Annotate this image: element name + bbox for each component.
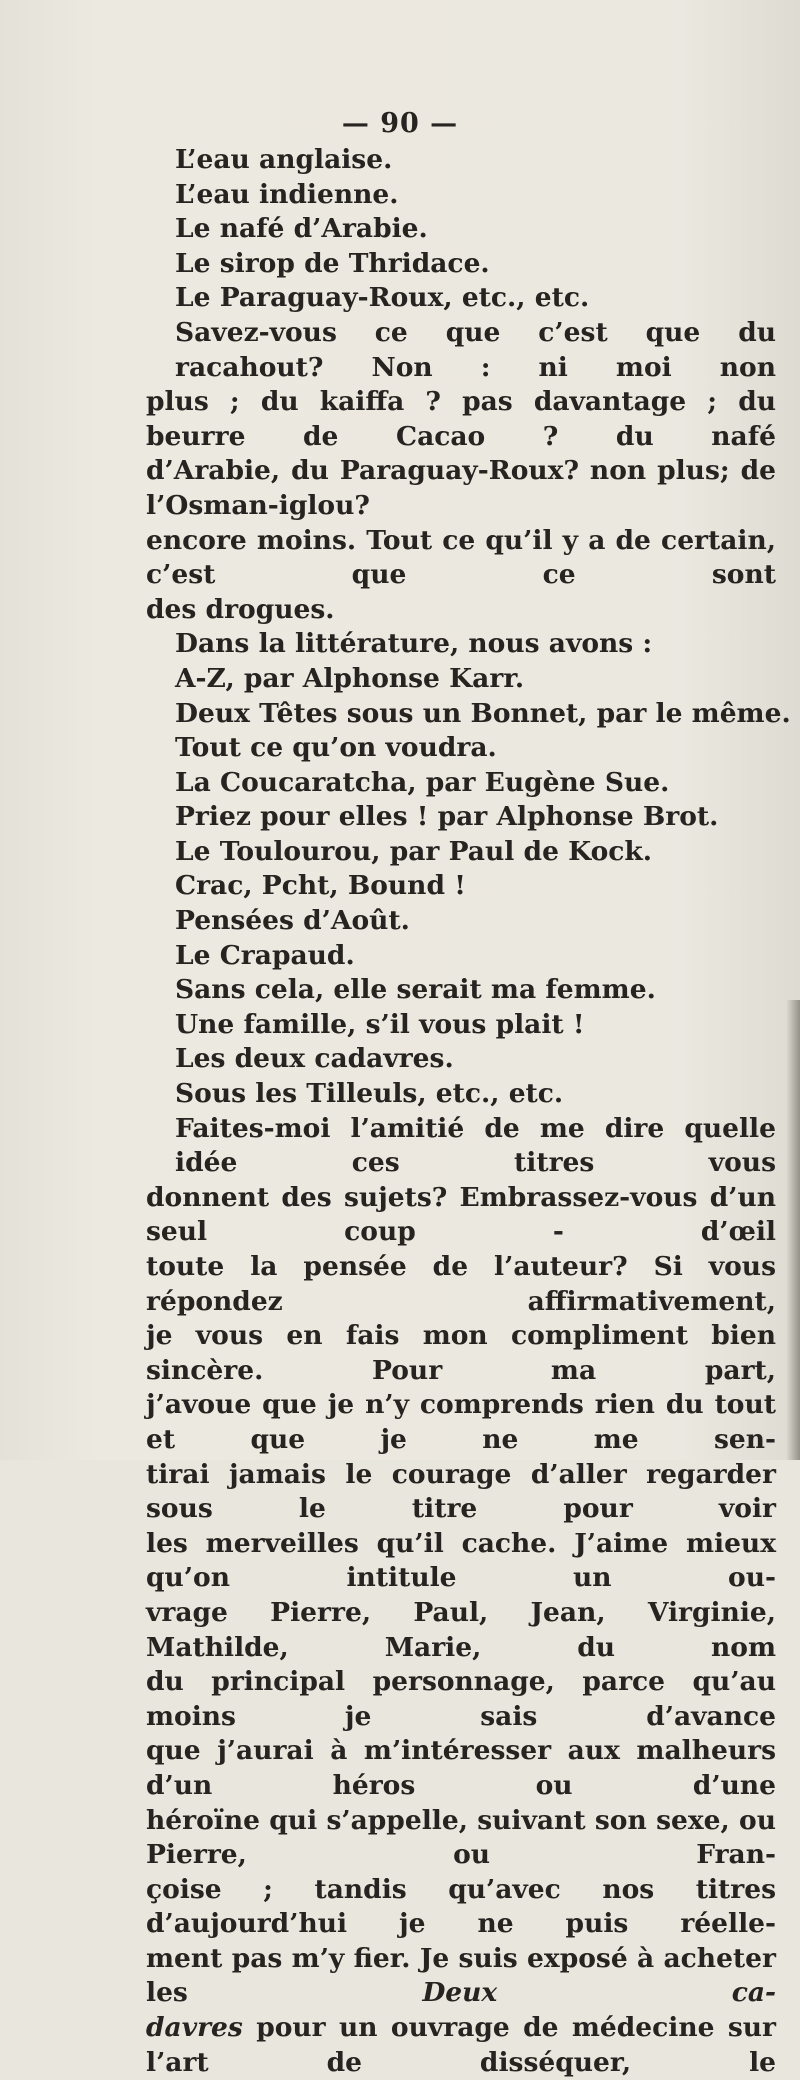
text-line <box>146 1942 776 2011</box>
text-line: que j’aurai à m’intéresser aux malheurs d’un héros ou d’une <box>146 1735 776 1801</box>
text-line: Priez pour elles ! par Alphonse Brot. <box>175 801 719 833</box>
text-line: Les deux cadavres. <box>175 1043 454 1075</box>
text-line: Sous les Tilleuls, etc., etc. <box>175 1078 564 1110</box>
text-line: des drogues. <box>146 593 335 625</box>
text-line: L’eau anglaise. <box>175 144 393 175</box>
text-line: tirai jamais le courage d’aller regarder sous le titre pour voir <box>146 1458 776 1525</box>
text-line: du principal personnage, parce qu’au moins je sais d’avance <box>146 1666 776 1732</box>
italic-title: Deux ca- <box>422 1977 776 2009</box>
text-line: Faites-moi l’amitié de me dire quelle idée ces titres vous <box>175 1112 776 1179</box>
page-edge-shadow <box>786 1000 800 1460</box>
text-line: Dans la littérature, nous avons : <box>175 628 653 660</box>
text-line: çoise ; tandis qu’avec nos titres d’aujourd’hui je ne puis réelle- <box>146 1873 776 1940</box>
page-number: — 90 — <box>341 108 459 139</box>
text-line: Le Toulourou, par Paul de Kock. <box>175 835 652 867</box>
text-line: Pensées d’Août. <box>175 905 410 937</box>
page-body <box>146 143 791 2080</box>
italic-title: davres <box>146 2012 243 2044</box>
text-line: Le Crapaud. <box>175 939 355 971</box>
text-segment: ment pas m’y fier. Je suis exposé à acheter les <box>146 1942 776 2009</box>
text-line: Deux Têtes sous un Bonnet, par le même. <box>175 697 791 729</box>
text-line: vrage Pierre, Paul, Jean, Virginie, Mathilde, Marie, du nom <box>146 1596 776 1663</box>
text-line: d’Arabie, du Paraguay-Roux? non plus; de l’Osman-iglou? <box>146 455 776 521</box>
text-line: A-Z, par Alphonse Karr. <box>175 662 525 694</box>
text-line: j’avoue que je n’y comprends rien du tout et que je ne me sen- <box>146 1389 776 1455</box>
text-line: encore moins. Tout ce qu’il y a de certain, c’est que ce sont <box>146 524 776 591</box>
text-line: Le Paraguay-Roux, etc., etc. <box>175 282 590 314</box>
text-line: toute la pensée de l’auteur? Si vous répondez affirmativement, <box>146 1251 776 1317</box>
text-line: donnent des sujets? Embrassez-vous d’un seul coup - d’œil <box>146 1181 776 1248</box>
text-line <box>146 2011 776 2080</box>
text-line: Le sirop de Thridace. <box>175 247 490 279</box>
text-line: Sans cela, elle serait ma femme. <box>175 974 656 1006</box>
text-segment: pour un ouvrage de médecine sur l’art de disséquer, le <box>146 2012 776 2078</box>
text-line: héroïne qui s’appelle, suivant son sexe, ou Pierre, ou Fran- <box>146 1804 776 1871</box>
text-line: L’eau indienne. <box>175 178 399 210</box>
text-line: je vous en fais mon compliment bien sincère. Pour ma part, <box>146 1320 776 1386</box>
text-line: plus ; du kaiffa ? pas davantage ; du beurre de Cacao ? du nafé <box>146 386 776 452</box>
text-line: Une famille, s’il vous plait ! <box>175 1008 585 1040</box>
text-line: Tout ce qu’on voudra. <box>175 732 497 764</box>
text-line: Crac, Pcht, Bound ! <box>175 870 466 902</box>
text-line: Le nafé d’Arabie. <box>175 213 428 245</box>
text-line: Savez-vous ce que c’est que du racahout? Non : ni moi non <box>175 316 776 383</box>
text-line: La Coucaratcha, par Eugène Sue. <box>175 766 670 798</box>
text-line: les merveilles qu’il cache. J’aime mieux qu’on intitule un ou- <box>146 1527 776 1594</box>
